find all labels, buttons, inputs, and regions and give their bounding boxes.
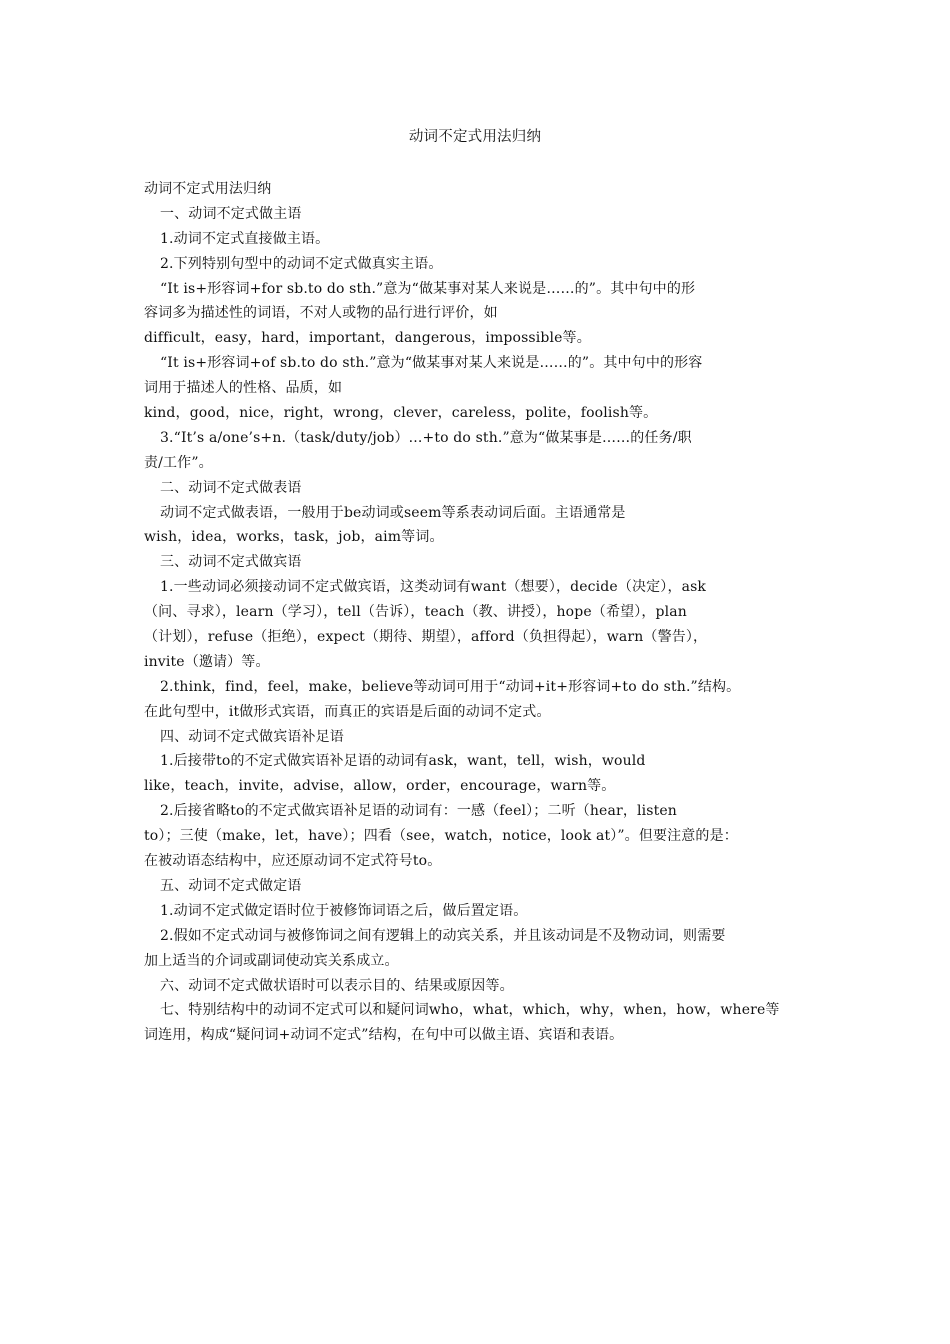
section-heading-object-complement: 四、动词不定式做宾语补足语 — [160, 728, 344, 745]
section-heading-subject: 一、动词不定式做主语 — [160, 205, 302, 222]
paragraph-continued: difficult，easy，hard，important，dangerous，impossible等。 — [144, 330, 591, 347]
document-body — [144, 177, 808, 1048]
paragraph-continued: kind，good，nice，right，wrong，clever，careless，polite，foolish等。 — [144, 405, 658, 422]
paragraph-continued: （问、寻求），learn（学习），tell（告诉），teach（教、讲授），hope（希望），plan — [144, 604, 687, 621]
paragraph: 1.一些动词必须接动词不定式做宾语，这类动词有want（想要），decide（决定），ask — [160, 579, 707, 596]
paragraph: 2.后接省略to的不定式做宾语补足语的动词有：一感（feel）；二听（hear，listen — [160, 803, 677, 820]
section-heading-adverbial: 六、动词不定式做状语时可以表示目的、结果或原因等。 — [160, 977, 514, 994]
paragraph-continued: 在被动语态结构中，应还原动词不定式符号to。 — [144, 853, 442, 870]
section-heading-special-structure: 七、特别结构中的动词不定式可以和疑问词who，what，which，why，when，how，where等 — [160, 1002, 780, 1019]
paragraph: 1.动词不定式做定语时位于被修饰词语之后，做后置定语。 — [160, 902, 528, 919]
section-heading-attributive: 五、动词不定式做定语 — [160, 877, 302, 894]
paragraph-continued: 在此句型中，it做形式宾语，而真正的宾语是后面的动词不定式。 — [144, 703, 551, 720]
body-heading: 动词不定式用法归纳 — [144, 181, 272, 197]
paragraph: 1.动词不定式直接做主语。 — [160, 230, 330, 247]
paragraph-continued: to）；三使（make，let，have）；四看（see，watch，notice，look at）”。但要注意的是： — [144, 828, 738, 845]
paragraph-continued: 词用于描述人的性格、品质，如 — [144, 380, 343, 397]
paragraph-continued: wish，idea，works，task，job，aim等词。 — [144, 529, 444, 546]
section-heading-object: 三、动词不定式做宾语 — [160, 554, 302, 571]
paragraph-continued: 加上适当的介词或副词使动宾关系成立。 — [144, 952, 399, 969]
paragraph-continued: （计划），refuse（拒绝），expect（期待、期望），afford（负担得起），warn（警告）， — [144, 629, 708, 646]
paragraph: “It is+形容词+for sb.to do sth.”意为“做某事对某人来说是……的”。其中句中的形 — [160, 280, 696, 297]
paragraph: 2.假如不定式动词与被修饰词之间有逻辑上的动宾关系，并且该动词是不及物动词，则需要 — [160, 927, 726, 944]
paragraph: “It is+形容词+of sb.to do sth.”意为“做某事对某人来说是……的”。其中句中的形容 — [160, 355, 703, 372]
paragraph: 3.“It’s a/one’s+n.（task/duty/job）...+to do sth.”意为“做某事是……的任务/职 — [160, 429, 692, 446]
paragraph-continued: invite（邀请）等。 — [144, 653, 270, 670]
section-heading-predicative: 二、动词不定式做表语 — [160, 479, 302, 496]
paragraph-continued: 责/工作”。 — [144, 454, 213, 471]
paragraph: 1.后接带to的不定式做宾语补足语的动词有ask，want，tell，wish，would — [160, 753, 646, 770]
paragraph-continued: 词连用，构成“疑问词+动词不定式”结构，在句中可以做主语、宾语和表语。 — [144, 1027, 624, 1044]
paragraph-continued: 容词多为描述性的词语，不对人或物的品行进行评价，如 — [144, 305, 498, 322]
paragraph-continued: like，teach，invite，advise，allow，order，encourage，warn等。 — [144, 778, 616, 795]
paragraph: 2.think，find，feel，make，believe等动词可用于“动词+it+形容词+to do sth.”结构。 — [160, 678, 741, 695]
paragraph: 动词不定式做表语，一般用于be动词或seem等系表动词后面。主语通常是 — [160, 504, 626, 521]
document-title: 动词不定式用法归纳 — [408, 129, 542, 145]
paragraph: 2.下列特别句型中的动词不定式做真实主语。 — [160, 255, 443, 272]
